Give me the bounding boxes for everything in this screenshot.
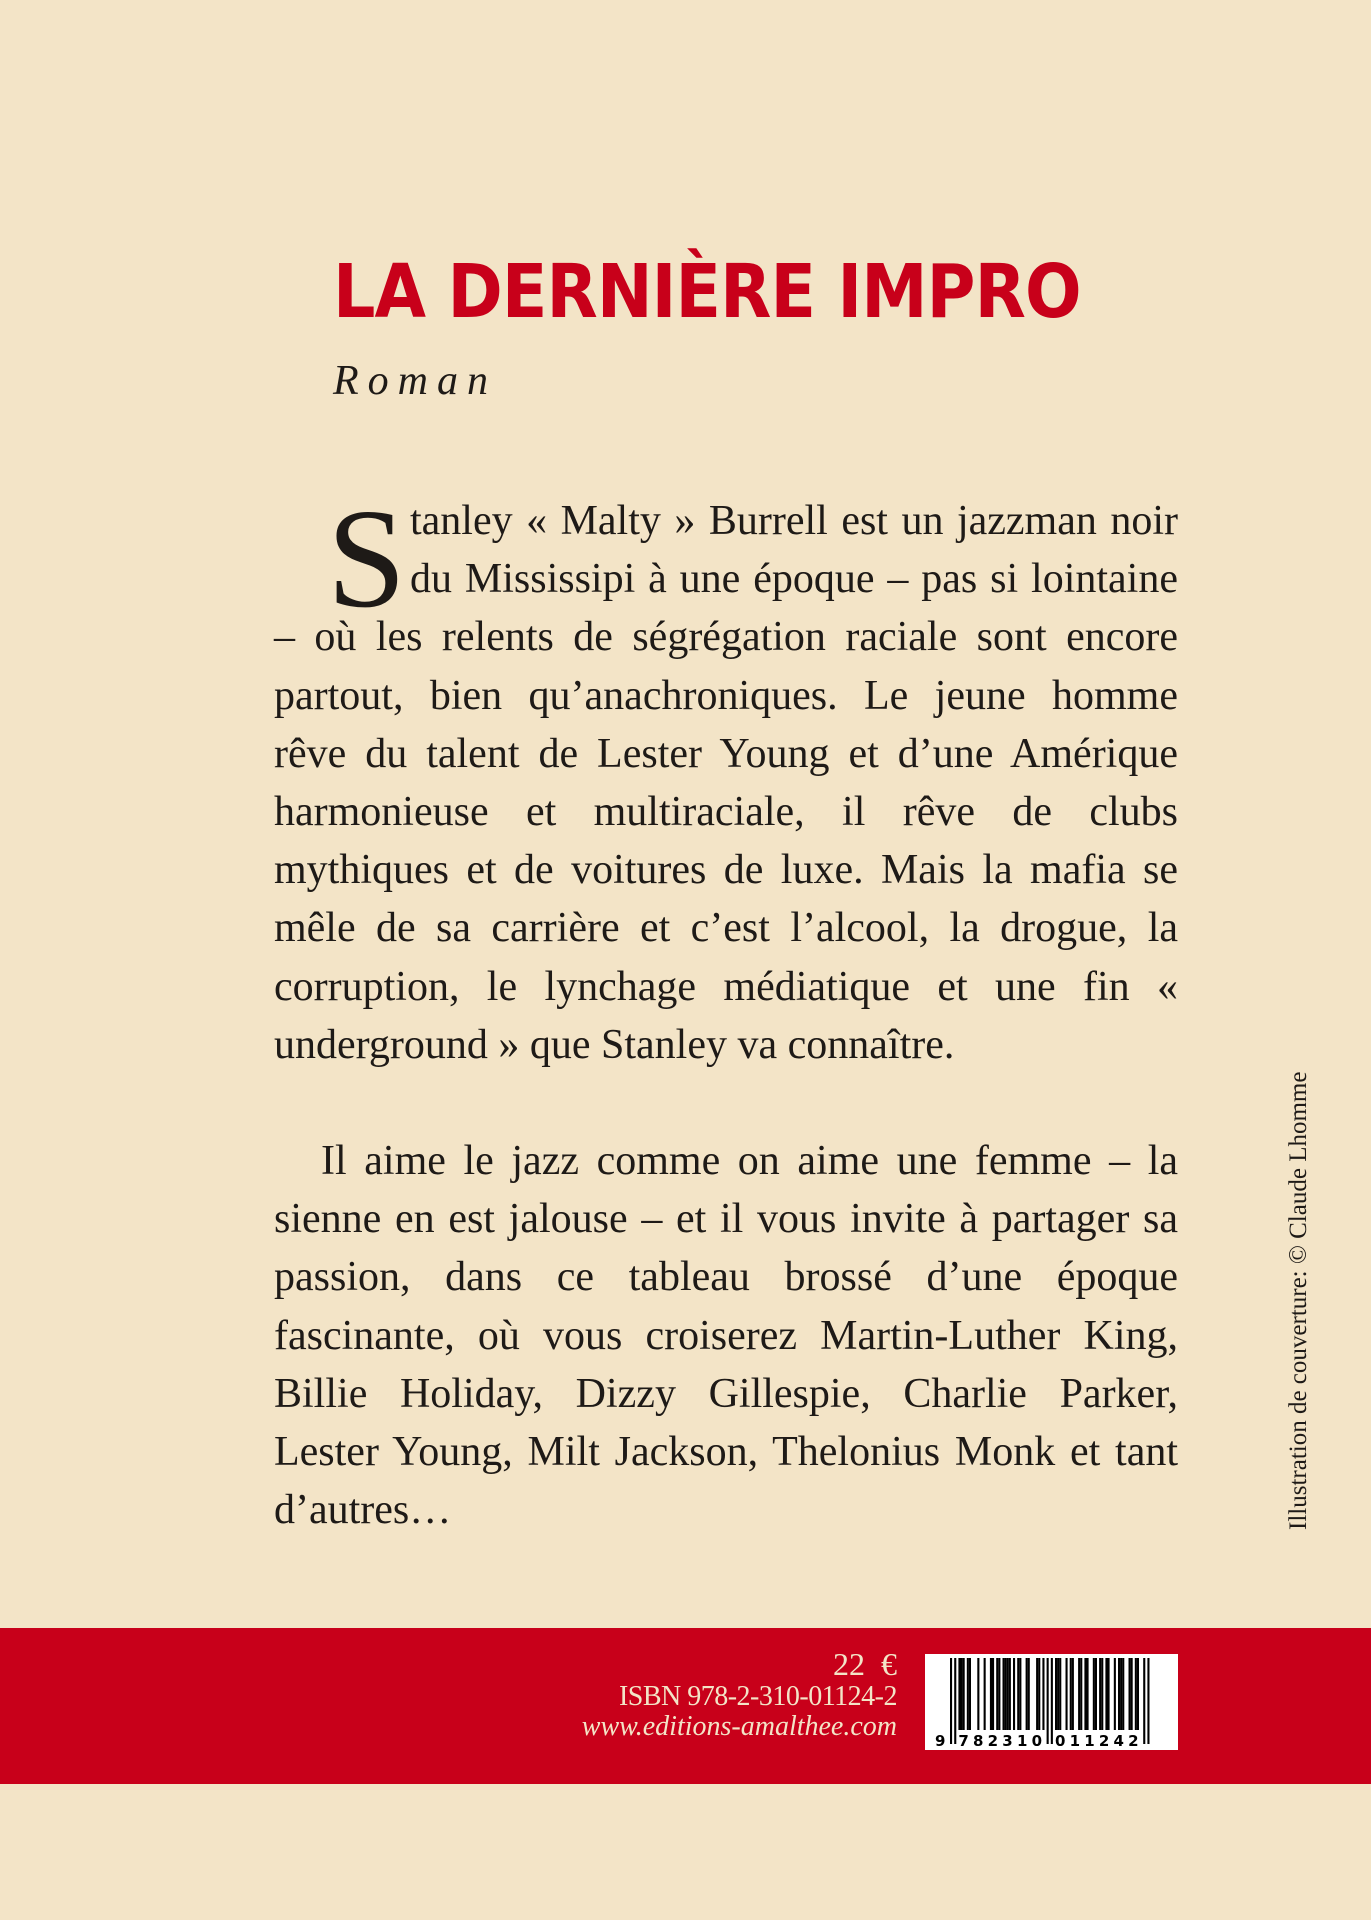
book-title: LA DERNIÈRE IMPRO xyxy=(333,249,1081,335)
synopsis-paragraph-1-text: tanley « Malty » Burrell est un jazzman noir du Mississipi à une époque – pas si lointaine – où les relents de ségrégation raciale sont encore partout, bien qu’anachroniques. Le jeune homme rêve du talent de Lester Young et d’une Amérique harmonieuse et multiraciale, il rêve de clubs mythiques et de voitures de luxe. Mais la mafia se mêle de sa carrière et c’est l’alcool, la drogue, la corruption, le lynchage médiatique et une fin « underground » que Stanley va connaître. xyxy=(274,498,1178,1068)
illustration-credit: Illustration de couverture: © Claude Lhomme xyxy=(1285,1071,1312,1530)
book-genre-subtitle: Roman xyxy=(333,358,497,404)
synopsis xyxy=(274,479,1178,1539)
isbn: ISBN 978-2-310-01124-2 xyxy=(618,1681,897,1712)
publisher-website-link[interactable]: www.editions-amalthee.com xyxy=(581,1711,897,1742)
publication-info xyxy=(582,1646,897,1742)
barcode-icon xyxy=(925,1654,1178,1750)
price: 22 € xyxy=(833,1646,897,1682)
svg-text:782310: 782310 xyxy=(958,1732,1047,1750)
dropcap-letter: S xyxy=(327,479,406,637)
synopsis-paragraph-1 xyxy=(274,479,1178,1074)
svg-text:011242: 011242 xyxy=(1055,1732,1143,1750)
synopsis-paragraph-2: Il aime le jazz comme on aime une femme – la sienne en est jalouse – et il vous invite à partager sa passion, dans ce tableau brossé d’une époque fascinante, où vous croiserez Martin-Luther King, Billie Holiday, Dizzy Gillespie, Charlie Parker, Lester Young, Milt Jackson, Thelonius Monk et tant d’autres… xyxy=(274,1138,1178,1534)
footer-band xyxy=(0,1628,1371,1784)
svg-text:9: 9 xyxy=(935,1732,950,1750)
